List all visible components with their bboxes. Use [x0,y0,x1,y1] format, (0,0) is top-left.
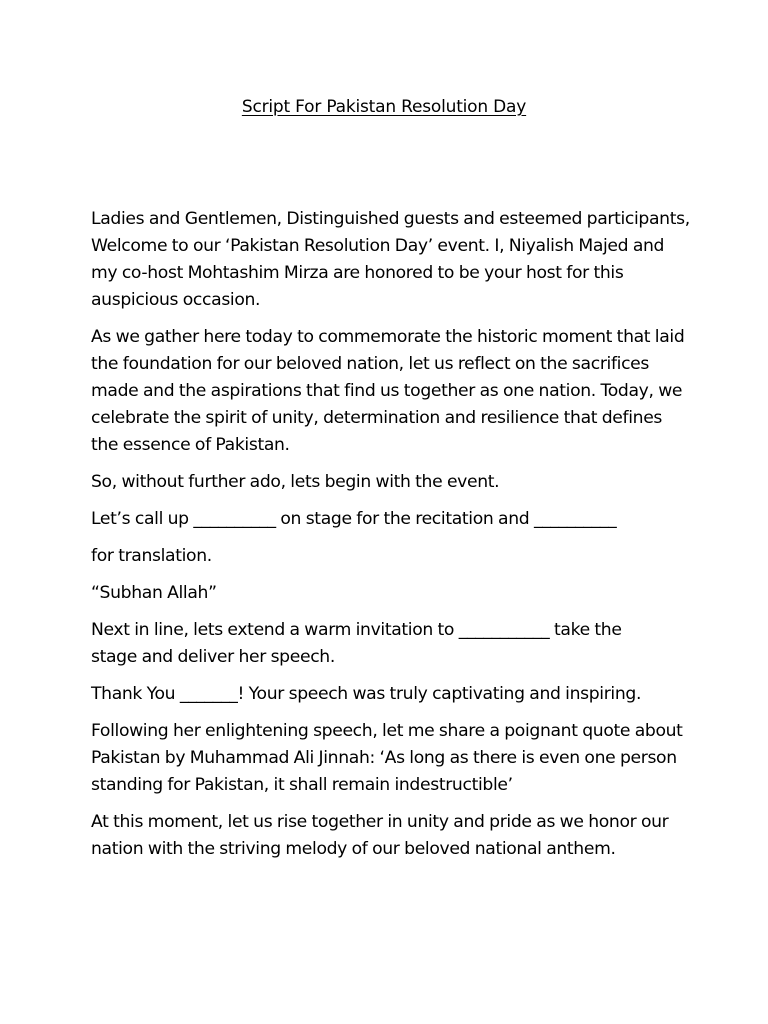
paragraph-recitation [91,506,691,533]
paragraph-line: for translation. [91,546,212,566]
paragraph-line: Ladies and Gentlemen, Distinguished guests and esteemed participants, [91,209,690,229]
document-title: Script For Pakistan Resolution Day [241,97,527,117]
paragraph-line: At this moment, let us rise together in unity and pride as we honor our [91,812,669,832]
paragraph-commemorate [91,324,691,459]
paragraph-quote [91,718,691,799]
paragraph-line: “Subhan Allah” [91,583,217,603]
paragraph-line: my co-host Mohtashim Mirza are honored to be your host for this [91,263,624,283]
paragraph-line: Next in line, lets extend a warm invitation to ___________ take the [91,620,622,640]
paragraph-line: Let’s call up __________ on stage for the recitation and __________ [91,509,617,529]
paragraph-line: celebrate the spirit of unity, determination and resilience that defines [91,408,663,428]
paragraph-welcome [91,206,691,314]
document-body [91,206,691,873]
paragraph-thank-you [91,681,691,708]
paragraph-line: made and the aspirations that find us together as one nation. Today, we [91,381,683,401]
paragraph-line: So, without further ado, lets begin with the event. [91,472,500,492]
paragraph-line: standing for Pakistan, it shall remain indestructible’ [91,775,513,795]
paragraph-line: Welcome to our ‘Pakistan Resolution Day’ event. I, Niyalish Majed and [91,236,665,256]
paragraph-line: auspicious occasion. [91,290,261,310]
paragraph-line: nation with the striving melody of our beloved national anthem. [91,839,616,859]
paragraph-speech-invite [91,617,691,671]
paragraph-line: the essence of Pakistan. [91,435,290,455]
paragraph-line: the foundation for our beloved nation, let us reflect on the sacrifices [91,354,650,374]
paragraph-line: As we gather here today to commemorate the historic moment that laid [91,327,685,347]
paragraph-line: stage and deliver her speech. [91,647,335,667]
paragraph-subhan-allah [91,580,691,607]
paragraph-line: Thank You _______! Your speech was truly captivating and inspiring. [91,684,642,704]
paragraph-begin [91,469,691,496]
paragraph-line: Pakistan by Muhammad Ali Jinnah: ‘As long as there is even one person [91,748,677,768]
paragraph-line: Following her enlightening speech, let me share a poignant quote about [91,721,683,741]
paragraph-translation [91,543,691,570]
paragraph-anthem [91,809,691,863]
